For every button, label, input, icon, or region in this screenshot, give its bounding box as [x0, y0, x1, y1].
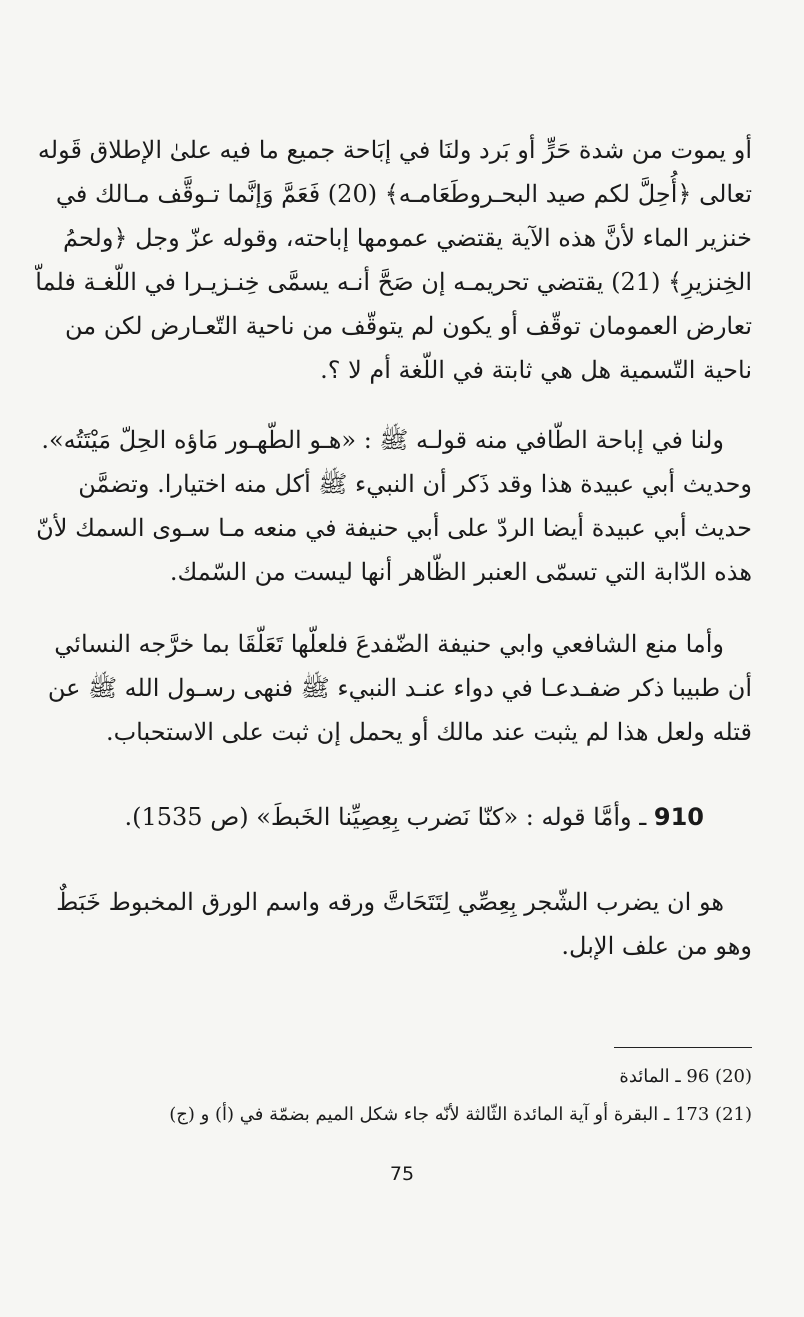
text-line: وهو من علف الإبل.	[561, 932, 752, 960]
text-line: حديث أبي عبيدة أيضا الردّ على أبي حنيفة في منعه مـا سـوى السمك لأنّ	[36, 514, 752, 542]
entry-text: ـ وأمَّا قوله : «كنّا نَضرب بِعِصِيِّنا الخَبطَ» (ص 1535).	[124, 803, 654, 831]
footnote-21: (21) 173 ـ البقرة أو آية المائدة الثّالثة لأنّه جاء شكل الميم بضمّة في (أ) و (ج)	[169, 1104, 752, 1125]
text-line: تعارض العمومان توقّف أو يكون لم يتوقّف من ناحية التّعـارض لكن من	[64, 312, 752, 340]
footnotes	[100, 1058, 752, 1134]
text-line: ولنا في إباحة الطّافي منه قولـه ﷺ : «هـو الطّهـور مَاؤه الحِلّ مَيْتَتُه».	[41, 426, 724, 454]
paragraph-4	[56, 880, 752, 968]
entry-number: 910	[653, 803, 704, 831]
page-number: 75	[389, 1163, 415, 1185]
text-line: ناحية التّسمية هل هي ثابتة في اللّغة أم لا ؟.	[320, 356, 752, 384]
text-line: خنزير الماء لأنَّ هذه الآية يقتضي عمومها إباحته، وقوله عزّ وجل ﴿ولحمُ	[63, 224, 752, 252]
text-line: تعالى ﴿أُحِلَّ لكم صيد البحـروطَعَامـه﴾ (20) فَعَمَّ وَإنَّما تـوقَّف مـالك في	[55, 180, 752, 208]
text-line: هذه الدّابة التي تسمّى العنبر الظّاهر أنها ليست من السّمك.	[169, 558, 752, 586]
text-line: قتله ولعل هذا لم يثبت عند مالك أو يحمل إن ثبت على الاستحباب.	[105, 718, 752, 746]
paragraph-2	[36, 418, 752, 594]
text-line: وأما منع الشافعي وابي حنيفة الضّفدعَ فلعلّها تَعَلّقَا بما خرَّجه النسائي	[54, 630, 724, 658]
text-line: أن طبيبا ذكر ضفـدعـا في دواء عنـد النبيء ﷺ فنهى رسـول الله ﷺ عن	[47, 674, 752, 702]
text-line: وحديث أبي عبيدة هذا وقد ذَكر أن النبيء ﷺ أكل منه اختيارا. وتضمَّن	[78, 470, 752, 498]
entry-heading	[125, 795, 705, 839]
footnote-separator	[614, 1047, 752, 1048]
footnote-20: (20) 96 ـ المائدة	[619, 1066, 752, 1087]
paragraph-3	[47, 622, 752, 754]
text-line: هو ان يضرب الشّجر بِعِصِّي لِتَتَحَاتَّ ورقه واسم الورق المخبوط خَبَطٌ	[56, 888, 724, 916]
paragraph-1	[35, 128, 752, 392]
text-line: الخِنزيرِ﴾ (21) يقتضي تحريمـه إن صَحَّ أنـه يسمَّى خِنـزيـرا في اللّغـة فلماّ	[35, 268, 752, 296]
text-line: أو يموت من شدة حَرٍّ أو بَرد ولنَا في إبَاحة جميع ما فيه علىٰ الإطلاق قَوله	[37, 136, 752, 164]
